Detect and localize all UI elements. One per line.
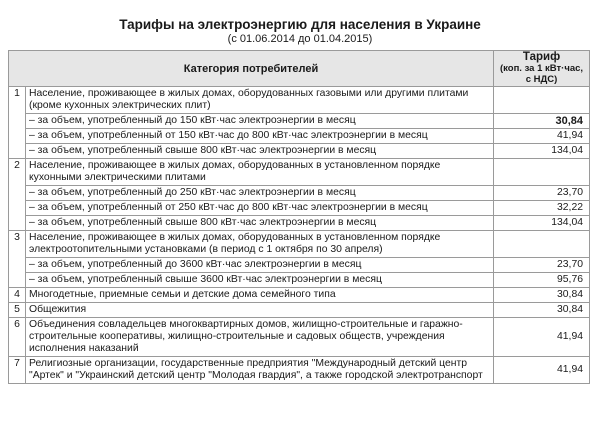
sub-category: – за объем, употребленный до 3600 кВт·час электроэнергии в месяц	[26, 258, 494, 273]
table-header-row	[9, 51, 590, 87]
table-row	[9, 186, 590, 201]
sub-category: – за объем, употребленный до 250 кВт·час электроэнергии в месяц	[26, 186, 494, 201]
page-title: Тарифы на электроэнергию для населения в Украине	[119, 17, 481, 32]
group-1	[9, 87, 590, 159]
group-2	[9, 159, 590, 231]
category-description: Население, проживающее в жилых домах, оборудованных в установленном порядке кухонными электрическими плитами	[26, 159, 494, 186]
sub-category: – за объем, употребленный свыше 800 кВт·час электроэнергии в месяц	[26, 216, 494, 231]
category-description: Многодетные, приемные семьи и детские дома семейного типа	[26, 288, 494, 303]
sub-category: – за объем, употребленный от 150 кВт·час до 800 кВт·час электроэнергии в месяц	[26, 129, 494, 144]
table-row	[9, 114, 590, 129]
tariff-value: 41,94	[494, 357, 590, 384]
category-description: Население, проживающее в жилых домах, оборудованных газовыми или другими плитами (кроме кухонных электрических плит)	[26, 87, 494, 114]
table-row	[9, 87, 590, 114]
row-number: 2	[9, 159, 26, 231]
table-row	[9, 129, 590, 144]
row-number: 4	[9, 288, 26, 303]
sub-category: – за объем, употребленный свыше 800 кВт·час электроэнергии в месяц	[26, 144, 494, 159]
table-row	[9, 216, 590, 231]
table-row	[9, 288, 590, 303]
tariff-value: 30,84	[494, 288, 590, 303]
tariff-value: 23,70	[494, 258, 590, 273]
empty-cell	[494, 231, 590, 258]
table-row	[9, 159, 590, 186]
page-subtitle: (с 01.06.2014 до 01.04.2015)	[227, 33, 373, 45]
row-number: 3	[9, 231, 26, 288]
tariff-value: 41,94	[494, 129, 590, 144]
table-row	[9, 231, 590, 258]
single-rows	[9, 288, 590, 384]
table-row	[9, 273, 590, 288]
row-number: 7	[9, 357, 26, 384]
sub-category: – за объем, употребленный до 150 кВт·час электроэнергии в месяц	[26, 114, 494, 129]
table-row	[9, 201, 590, 216]
tariff-value: 23,70	[494, 186, 590, 201]
row-number: 1	[9, 87, 26, 159]
empty-cell	[494, 159, 590, 186]
category-description: Объединения совладельцев многоквартирных домов, жилищно-строительные и гаражно-строительные кооперативы, жилищно-строительные и садовых обществ, учреждения исполнения наказаний	[26, 318, 494, 357]
table-row	[9, 258, 590, 273]
sub-category: – за объем, употребленный свыше 3600 кВт·час электроэнергии в месяц	[26, 273, 494, 288]
header-tariff	[494, 51, 590, 87]
header-category: Категория потребителей	[9, 51, 494, 87]
row-number: 5	[9, 303, 26, 318]
category-description: Религиозные организации, государственные предприятия "Международный детский центр "Артек" и "Украинский детский центр "Молодая гвардия", а также городской электротранспорт	[26, 357, 494, 384]
tariff-value: 41,94	[494, 318, 590, 357]
tariff-value: 134,04	[494, 216, 590, 231]
tariff-value: 32,22	[494, 201, 590, 216]
table-row	[9, 144, 590, 159]
table-row	[9, 318, 590, 357]
group-3	[9, 231, 590, 288]
tariff-value: 134,04	[494, 144, 590, 159]
tariff-value: 30,84	[494, 114, 590, 129]
header-tariff-unit: (коп. за 1 кВт·час, с НДС)	[499, 63, 584, 85]
tariff-value: 30,84	[494, 303, 590, 318]
tariff-value: 95,76	[494, 273, 590, 288]
header-tariff-label: Тариф	[522, 51, 561, 63]
tariff-table	[8, 50, 590, 384]
row-number: 6	[9, 318, 26, 357]
table-row	[9, 303, 590, 318]
category-description: Население, проживающее в жилых домах, оборудованных в установленном порядке электроотопительными установками (в период с 1 октября по 30 апреля)	[26, 231, 494, 258]
table-row	[9, 357, 590, 384]
sub-category: – за объем, употребленный от 250 кВт·час до 800 кВт·час электроэнергии в месяц	[26, 201, 494, 216]
empty-cell	[494, 87, 590, 114]
category-description: Общежития	[26, 303, 494, 318]
